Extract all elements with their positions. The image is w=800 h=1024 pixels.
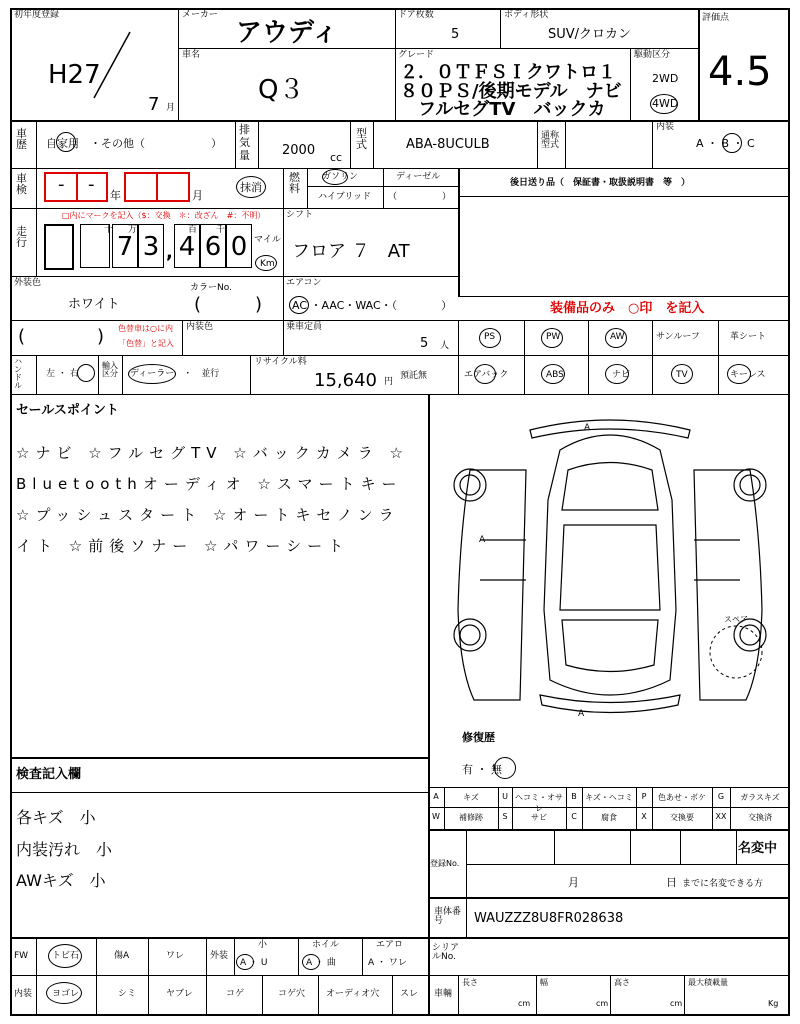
bottom-wheel-label: ホイル bbox=[312, 940, 340, 950]
vin-value: WAUZZZ8U8FR028638 bbox=[474, 911, 624, 926]
color-code-value: ( ) bbox=[194, 294, 263, 315]
bottom-height-cm: cm bbox=[670, 999, 683, 1008]
bottom-int-label: 内装 bbox=[14, 989, 33, 999]
diagram-mark-top: A bbox=[584, 423, 591, 433]
ext-small-a-circle bbox=[236, 954, 254, 970]
mileage-digit-1: 7 bbox=[112, 224, 138, 268]
legend-cell: 補修跡 bbox=[459, 813, 483, 822]
reg-deadline: までに名変できる方 bbox=[682, 879, 764, 889]
first-reg-label: 初年度登録 bbox=[14, 10, 60, 20]
bottom-int-cell-6: オーディオ穴 bbox=[326, 989, 380, 999]
recycle-value: 15,640 bbox=[314, 370, 377, 391]
fuel-diesel: ディーゼル bbox=[396, 172, 441, 182]
repair-label: 修復歴 bbox=[462, 731, 495, 744]
history-value: 自家用 ・その他（ ） bbox=[46, 137, 222, 150]
ext-color-value: ホワイト bbox=[68, 297, 120, 312]
capacity-unit: 人 bbox=[440, 341, 450, 351]
legend-divider bbox=[582, 787, 583, 829]
fuel-gasoline: ガソリン bbox=[322, 172, 359, 182]
equip-airbag: エアバック bbox=[464, 370, 509, 380]
handle-label: ハンドル bbox=[14, 357, 22, 390]
equip-aw: AW bbox=[610, 332, 625, 342]
inspection-notes-title: 検査記入欄 bbox=[16, 767, 82, 782]
bottom-fw-cell-1: トビ石 bbox=[52, 951, 80, 961]
doors-value: 5 bbox=[451, 27, 460, 42]
interior-label: 内装 bbox=[656, 122, 675, 132]
capacity-label: 乗車定員 bbox=[286, 322, 323, 332]
bottom-width-cm: cm bbox=[596, 999, 609, 1008]
color-code-label: カラーNo. bbox=[190, 283, 232, 293]
fuel-label: 燃料 bbox=[289, 171, 300, 195]
body-label: ボディ形状 bbox=[504, 10, 549, 20]
legend-cell: X bbox=[641, 812, 647, 821]
legend-divider bbox=[712, 787, 713, 829]
reg-label: 登録No. bbox=[430, 859, 460, 868]
bottom-kg: Kg bbox=[768, 999, 779, 1008]
import-label: 輸入区分 bbox=[102, 361, 118, 378]
reg-name-change: 名変中 bbox=[738, 841, 778, 856]
bottom-ext-label: 外装 bbox=[210, 951, 229, 961]
bottom-length: 長さ bbox=[462, 978, 478, 987]
drive-2wd: 2WD bbox=[652, 72, 679, 85]
bottom-int-cell-7: スレ bbox=[400, 989, 419, 999]
repair-value: 有 ・ 無 bbox=[462, 763, 502, 776]
bottom-max-load: 最大積載量 bbox=[688, 978, 728, 987]
equip-sunroof: サンルーフ bbox=[656, 332, 700, 342]
equip-abs-circle bbox=[541, 364, 565, 384]
drive-4wd-circle bbox=[650, 94, 678, 114]
legend-cell: 交換要 bbox=[670, 813, 694, 822]
handle-value: 左 ・ 右 bbox=[46, 369, 79, 379]
aircon-ac-circle bbox=[289, 296, 309, 314]
equip-ps-circle bbox=[479, 328, 501, 348]
mileage-km: Km bbox=[260, 259, 275, 269]
inspection-note-2: 内装汚れ 小 bbox=[16, 840, 113, 859]
equip-leather: 革シート bbox=[730, 332, 767, 342]
reg-month: 月 bbox=[568, 876, 579, 889]
legend-cell: C bbox=[571, 812, 577, 821]
fuel-hybrid: ハイブリッド bbox=[318, 192, 372, 202]
bottom-fw-label: FW bbox=[14, 951, 29, 961]
repaint-note-2: 「色替」と記入 bbox=[118, 339, 174, 348]
mileage-unit-hyaku: 百 bbox=[188, 225, 198, 235]
repaint-paren: ( ) bbox=[18, 326, 105, 347]
first-reg-year: H27 bbox=[48, 60, 101, 90]
mileage-label: 走行 bbox=[16, 225, 27, 249]
mileage-note: □内にマークを記入（$：交換 ＊：改ざん #：不明） bbox=[62, 211, 266, 220]
mileage-comma: , bbox=[166, 242, 173, 263]
displacement-label: 排気量 bbox=[239, 123, 250, 162]
bottom-width: 幅 bbox=[540, 978, 548, 987]
shift-label: シフト bbox=[286, 210, 314, 220]
mileage-digit-3: 4 bbox=[174, 224, 200, 268]
score-label: 評価点 bbox=[702, 13, 730, 23]
legend-cell: 色あせ・ボケ bbox=[658, 793, 706, 802]
grade-line3: フルセグTV バックカ bbox=[418, 99, 606, 120]
legend-cell: P bbox=[641, 792, 647, 801]
car-diagram bbox=[440, 410, 780, 730]
bottom-aero-value: A ・ ワレ bbox=[368, 958, 407, 968]
bottom-fw-cell-3: ワレ bbox=[166, 951, 185, 961]
vin-label: 車体番号 bbox=[434, 907, 462, 926]
aircon-label: エアコン bbox=[286, 278, 322, 288]
legend-divider bbox=[444, 787, 445, 829]
inspection-year-unit: 年 bbox=[110, 189, 121, 202]
first-reg-month-unit: 月 bbox=[166, 103, 176, 113]
legend-divider bbox=[512, 787, 513, 829]
equip-tv: TV bbox=[676, 370, 688, 380]
handle-right-circle bbox=[77, 364, 95, 382]
bottom-serial-label: シリアルNo. bbox=[432, 943, 460, 962]
interior-grades: A ・ B ・ C bbox=[696, 137, 755, 150]
inspection-label: 車検 bbox=[16, 172, 27, 196]
maker-label: メーカー bbox=[182, 10, 218, 20]
legend-cell: サビ bbox=[531, 813, 547, 822]
bottom-wheel-value: A ・ 曲 bbox=[306, 958, 336, 968]
first-reg-month: 7 bbox=[148, 94, 160, 115]
repaint-note-1: 色替車は○に内 bbox=[118, 324, 173, 333]
legend-divider bbox=[498, 787, 499, 829]
displacement-value: 2000 bbox=[282, 143, 316, 158]
mileage-unit-sen: 千 bbox=[216, 225, 226, 235]
mileage-digit-2: 3 bbox=[138, 224, 164, 268]
common-type-label: 通称型式 bbox=[541, 131, 560, 150]
legend-cell: S bbox=[502, 812, 508, 821]
legend-cell: W bbox=[432, 812, 440, 821]
equip-keyless-circle bbox=[727, 364, 751, 384]
wheel-a-circle bbox=[302, 954, 320, 970]
bottom-small-label: 小 bbox=[258, 940, 268, 950]
mileage-digit-4: 6 bbox=[200, 224, 226, 268]
legend-cell: XX bbox=[715, 812, 727, 821]
bottom-int-cell-2: シミ bbox=[118, 989, 137, 999]
legend-divider bbox=[652, 787, 653, 829]
reg-day: 日 bbox=[666, 876, 677, 889]
diagram-mark-bottom: A bbox=[578, 709, 585, 719]
sales-text: ☆ナビ ☆フルセグTV ☆バックカメラ ☆Bluetoothオーディオ ☆スマートキー ☆プッシュスタート ☆オートキセノンライト ☆前後ソナー ☆パワーシート bbox=[16, 444, 409, 555]
equip-abs: ABS bbox=[546, 370, 564, 380]
inspection-dash-2: - bbox=[88, 174, 95, 195]
legend-divider bbox=[566, 787, 567, 829]
bottom-int-cell-4: コゲ bbox=[226, 989, 245, 999]
fw-tobiishi-circle bbox=[48, 944, 82, 968]
bottom-height: 高さ bbox=[614, 978, 630, 987]
int-yogore-circle bbox=[46, 982, 82, 1004]
score-value: 4.5 bbox=[708, 49, 772, 95]
grade-line1: ２．０ＴＦＳＩクワトロ１ bbox=[400, 62, 616, 83]
model-label: 車名 bbox=[182, 50, 201, 60]
mileage-box-blank bbox=[44, 224, 74, 270]
equip-ps: PS bbox=[484, 332, 496, 342]
legend-cell: ヘコミ・オサレ bbox=[515, 793, 563, 813]
import-dealer-circle bbox=[128, 364, 176, 384]
equip-keyless: キーレス bbox=[730, 370, 766, 380]
equip-tv-circle bbox=[671, 364, 693, 384]
bottom-small-value: A ・ U bbox=[240, 958, 268, 968]
diagram-mark-left: A bbox=[479, 535, 486, 545]
legend-cell: 交換済 bbox=[748, 813, 772, 822]
legend-cell: キズ bbox=[463, 793, 479, 802]
recycle-unit: 円 bbox=[384, 377, 394, 387]
legend-cell: B bbox=[571, 792, 577, 801]
equip-navi: ナビ bbox=[612, 370, 631, 380]
bottom-aero-label: エアロ bbox=[376, 940, 404, 950]
equip-pw: PW bbox=[546, 332, 561, 342]
maker-value: アウディ bbox=[236, 18, 338, 48]
ext-color-label: 外装色 bbox=[14, 278, 42, 288]
equip-navi-circle bbox=[605, 364, 629, 384]
legend-cell: ガラスキズ bbox=[740, 793, 780, 802]
fuel-other: （ ） bbox=[388, 192, 452, 202]
grade-label: グレード bbox=[398, 50, 435, 60]
legend-cell: G bbox=[717, 792, 725, 801]
bottom-length-cm: cm bbox=[518, 999, 531, 1008]
int-color-label: 内装色 bbox=[186, 322, 214, 332]
legend-cell: U bbox=[502, 792, 508, 801]
bottom-dims-label: 車輛 bbox=[434, 989, 453, 999]
equip-aw-circle bbox=[605, 328, 627, 348]
inspection-note-3: AWキズ 小 bbox=[16, 871, 106, 890]
mileage-mile: マイル bbox=[254, 235, 281, 245]
recycle-deposit: 預託無 bbox=[400, 371, 428, 381]
grade-line2: ８０ＰＳ/後期モデル ナビ bbox=[400, 81, 622, 102]
import-value: ディーラー ・ 並行 bbox=[130, 369, 220, 379]
inspection-month-box-1 bbox=[124, 172, 158, 202]
equipment-title: 装備品のみ ○印 を記入 bbox=[550, 301, 705, 316]
history-label: 車歴 bbox=[16, 127, 27, 151]
bottom-int-cell-5: コゲ穴 bbox=[278, 989, 306, 999]
later-items-title: 後日送り品（ 保証書・取扱説明書 等 ） bbox=[510, 178, 691, 188]
mileage-km-circle bbox=[255, 255, 277, 271]
shift-value: フロア ７ AT bbox=[292, 241, 410, 262]
doors-label: ドア枚数 bbox=[398, 10, 434, 20]
recycle-label: リサイクル料 bbox=[254, 357, 307, 367]
fuel-gasoline-circle bbox=[322, 169, 348, 185]
bottom-int-cell-3: ヤブレ bbox=[166, 989, 193, 999]
drive-4wd: 4WD bbox=[652, 97, 679, 110]
equip-pw-circle bbox=[541, 328, 563, 348]
interior-grade-circle bbox=[722, 133, 742, 153]
repair-none-circle bbox=[494, 757, 516, 779]
displacement-unit: cc bbox=[330, 151, 343, 164]
first-reg-slash bbox=[92, 30, 132, 100]
equip-airbag-circle bbox=[474, 364, 496, 384]
bottom-int-cell-1: ヨゴレ bbox=[52, 989, 80, 999]
model-value: Q３ bbox=[258, 75, 305, 105]
inspection-month-unit: 月 bbox=[192, 189, 203, 202]
legend-divider bbox=[636, 787, 637, 829]
mileage-unit-ju: 十 bbox=[104, 225, 114, 235]
bottom-fw-cell-2: 傷A bbox=[114, 951, 130, 961]
inspection-note-1: 各キズ 小 bbox=[16, 808, 96, 827]
unregistered-circle bbox=[236, 176, 266, 198]
legend-cell: A bbox=[433, 792, 439, 801]
sales-title: セールスポイント bbox=[16, 403, 119, 418]
type-label: 型式 bbox=[356, 127, 367, 151]
inspection-unregistered: 抹消 bbox=[240, 181, 262, 194]
type-value: ABA-8UCULB bbox=[406, 137, 490, 152]
legend-divider bbox=[730, 787, 731, 829]
mileage-digit-5: 0 bbox=[226, 224, 252, 268]
inspection-dash-1: - bbox=[58, 174, 65, 195]
legend-cell: キズ・ヘコミ bbox=[585, 793, 633, 802]
legend-cell: 腐食 bbox=[601, 813, 617, 822]
inspection-month-box-2 bbox=[156, 172, 190, 202]
body-value: SUV/クロカン bbox=[548, 27, 632, 42]
drive-label: 駆動区分 bbox=[634, 50, 671, 60]
history-private-circle bbox=[56, 132, 76, 152]
aircon-value: AC ・AAC・WAC・（ ） bbox=[292, 299, 453, 312]
mileage-unit-man: 万 bbox=[128, 225, 138, 235]
diagram-spare: スペア bbox=[724, 615, 748, 624]
capacity-value: 5 bbox=[420, 336, 429, 351]
